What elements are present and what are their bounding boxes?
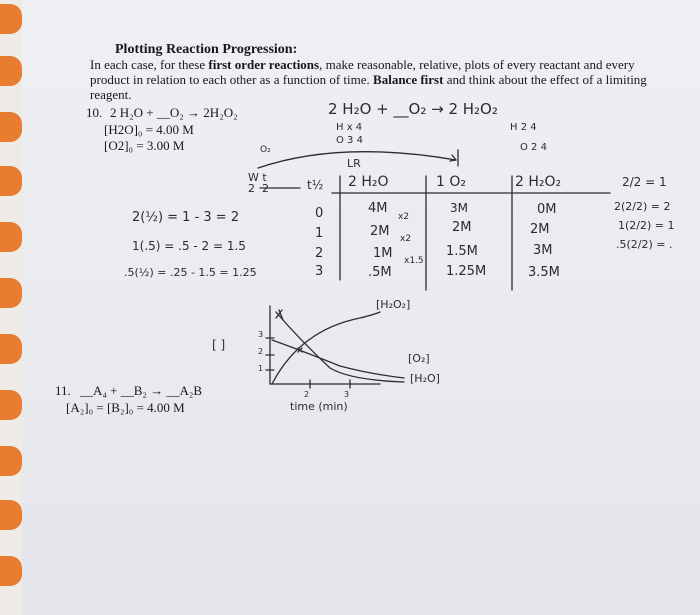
graph-label-o2: [O₂] [408,352,430,365]
cell-o2: 2M [452,220,472,235]
graph-y-tick: 1 [258,364,264,373]
cell-h2o2: 3.5M [528,265,560,280]
cell-h2o: 2M [370,224,390,239]
question-10-number: 10. [86,105,103,120]
column-header-half-life: t½ [307,178,324,192]
handwritten-atom-count: O 2 4 [520,142,547,153]
annotation-times-two: x2 [398,212,410,222]
row-time: 3 [315,264,324,279]
annotation-times-two: x2 [400,234,412,244]
question-10-initial-o2: [O2]₀ = 3.00 M [104,138,185,153]
graph-x-tick: 3 [344,390,350,399]
handwritten-calculation: 2/2 = 1 [622,175,667,189]
question-11-equation: __A₄ + __B₂ → __A₂B [80,383,203,398]
graph-label-h2o2: [H₂O₂] [376,298,411,311]
limiting-reagent-label: LR [347,157,361,170]
question-10-initial-h2o: [H2O]₀ = 4.00 M [104,122,194,137]
question-11-initial-concentrations: [A₂]₀ = [B₂]₀ = 4.00 M [66,400,185,415]
row-time: 1 [315,226,324,241]
graph-y-tick: 2 [258,347,264,356]
graph-x-tick: 2 [304,390,310,399]
cell-h2o: 1M [373,246,393,261]
column-header-o2: 1 O₂ [436,174,466,190]
handwritten-note: O₂ [260,145,271,155]
graph-label-h2o: [H₂O] [410,372,440,385]
row-time: 0 [315,206,324,221]
handwritten-atom-count: H 2 4 [510,122,537,133]
handwritten-w-t-label: W t 2 2 [248,171,269,195]
question-11-number: 11. [55,383,71,398]
cell-h2o2: 0M [537,202,557,217]
curve-h2o2 [272,312,380,384]
graph-y-tick: 3 [258,330,264,339]
handwritten-calculation: 1(2/2) = 1 [618,219,675,232]
graph-y-axis-label: [ ] [212,338,226,352]
connector-arrow [258,152,456,168]
worksheet-instructions: In each case, for these first order reactions, make reasonable, relative, plots of every reactant and every product in relation to each other as a function of time. Balance first and think about the effect of a limiting reagent. [90,57,647,102]
cell-h2o2: 2M [530,222,550,237]
handwritten-calculation: 1(.5) = .5 - 2 = 1.5 [132,239,246,253]
graph-x-axis-label: time (min) [290,400,348,413]
cell-o2: 3M [450,201,468,215]
handwritten-calculation: 2(2/2) = 2 [614,200,671,213]
curve-h2o [276,312,404,382]
cell-o2: 1.5M [446,244,478,259]
handwritten-calculation: .5(2/2) = . [616,238,673,251]
handwritten-calculation: .5(½) = .25 - 1.5 = 1.25 [124,266,257,279]
cell-o2: 1.25M [446,264,487,279]
cell-h2o2: 3M [533,243,553,258]
row-time: 2 [315,246,324,261]
handwritten-atom-count: H x 4 [336,122,363,133]
annotation-times-one-point-five: x1.5 [404,256,424,266]
worksheet-title: Plotting Reaction Progression: [115,42,298,57]
handwritten-balanced-equation: 2 H₂O + __O₂ → 2 H₂O₂ [328,100,498,118]
arrow-head [450,155,456,161]
graph-mark [276,310,283,320]
question-10-equation: 2 H₂O + __O₂ → 2H₂O₂ [110,105,238,120]
column-header-h2o: 2 H₂O [348,174,389,190]
cell-h2o: 4M [368,201,388,216]
handwritten-atom-count: O 3 4 [336,135,363,146]
cell-h2o: .5M [368,265,392,280]
column-header-h2o2: 2 H₂O₂ [515,174,562,190]
handwritten-calculation: 2(½) = 1 - 3 = 2 [132,210,240,225]
